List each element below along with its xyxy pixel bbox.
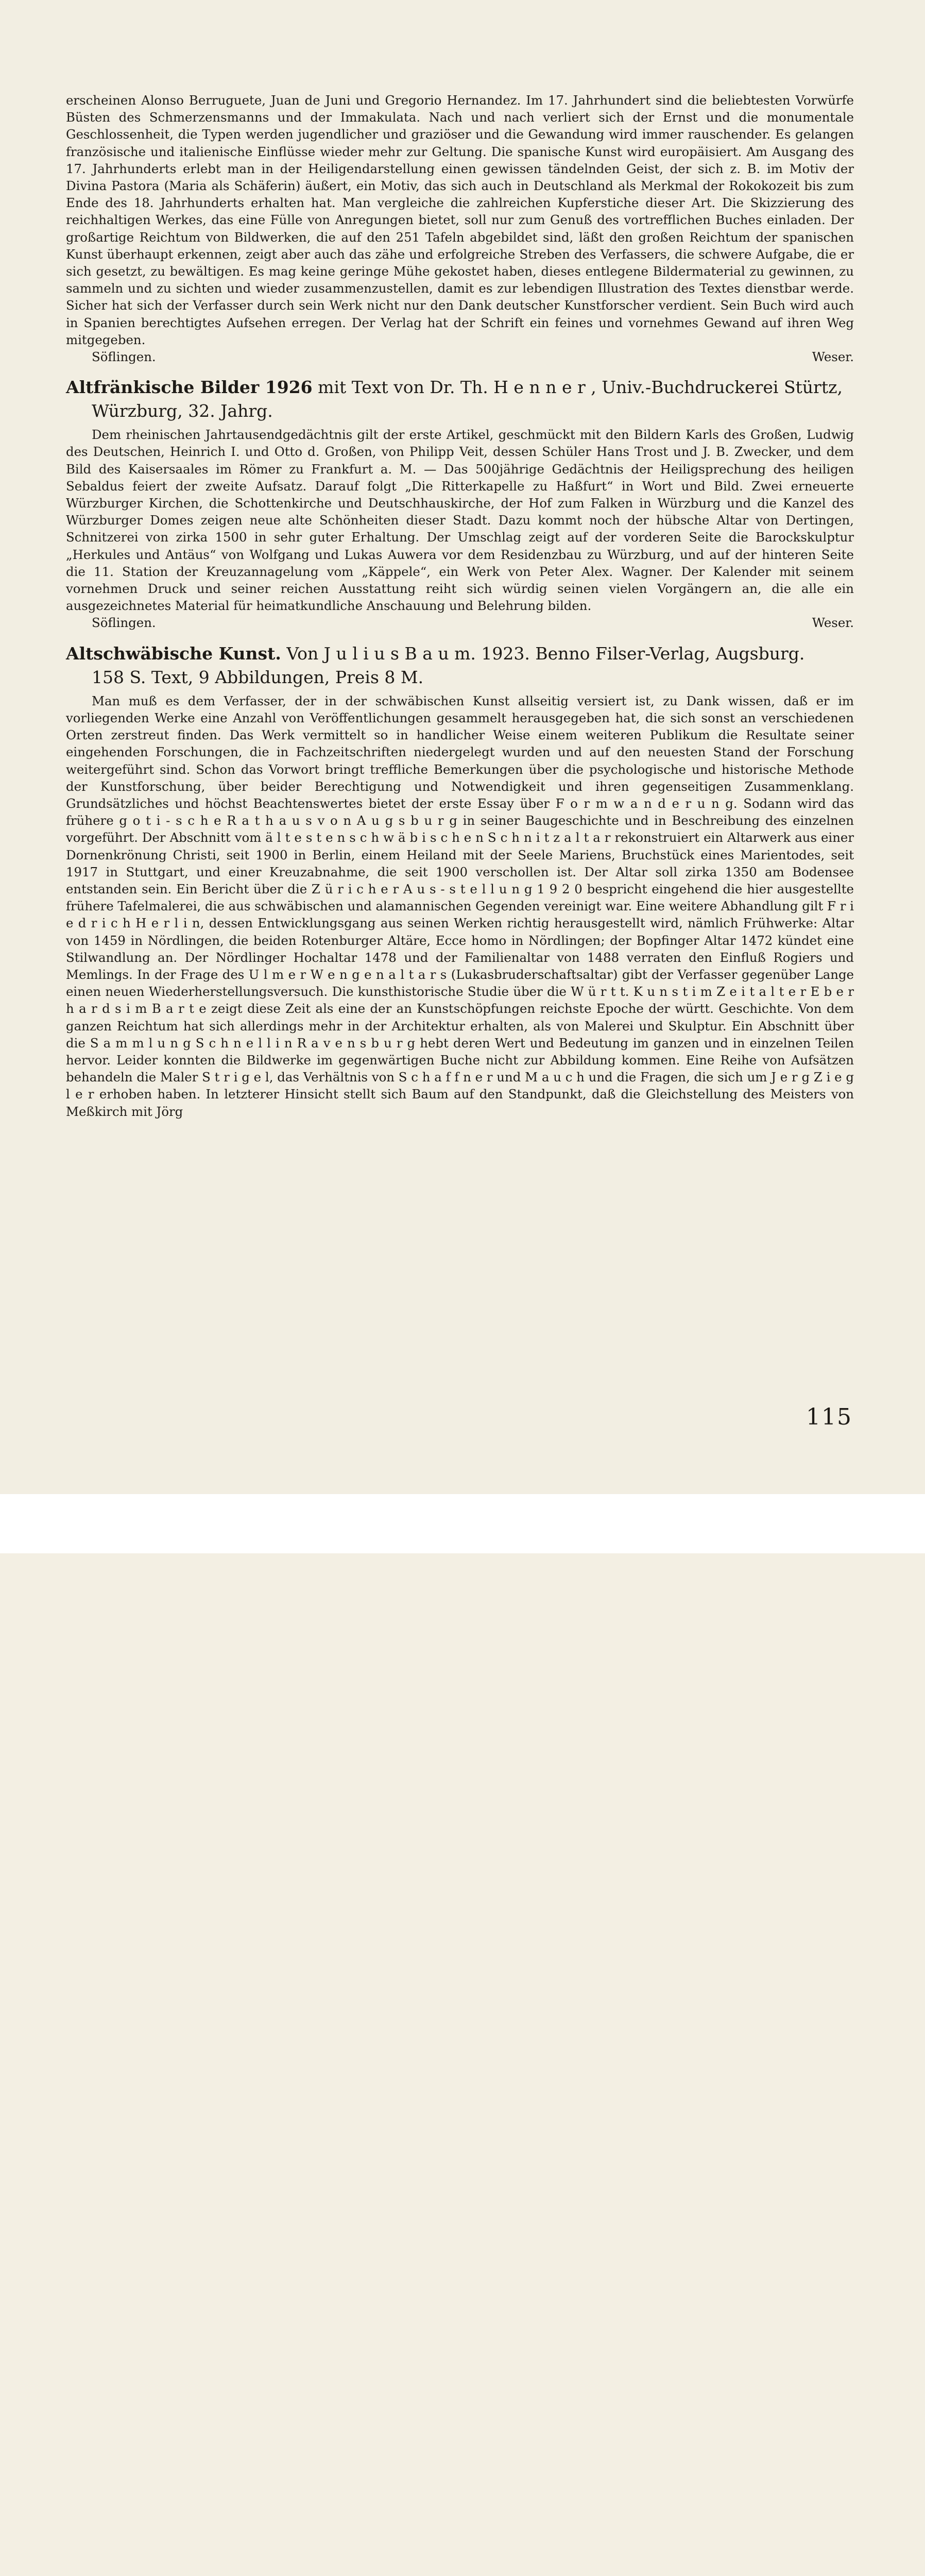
- review-title-details-line2: 158 S. Text, 9 Abbildungen, Preis 8 M.: [92, 667, 424, 687]
- footer-bar: [0, 1494, 925, 1553]
- page-number: 115: [806, 1404, 852, 1430]
- review-continuation-paragraph: erscheinen Alonso Berruguete, Juan de Juni und Gregorio Hernandez. Im 17. Jahrhundert sind die beliebtesten Vorwürfe Büsten des Schmerzensmanns und der Immakulata. Nach und nach verliert sich der Ernst und die monumentale Geschlossenheit, die Typen werden jugendlicher und graziöser und die Gewandung wird immer rauschender. Es gelangen französische und italienische Einflüsse wieder mehr zur Geltung. Die spanische Kunst wird europäisiert. Am Ausgang des 17. Jahrhunderts erlebt man in der Heiligendarstellung einen gewissen tändelnden Geist, der sich z. B. im Motiv der Divina Pastora (Maria als Schäferin) äußert, ein Motiv, das sich auch in Deutschland als Merkmal der Rokokozeit bis zum Ende des 18. Jahrhunderts erhalten hat. Man vergleiche die zahlreichen Kupferstiche dieser Art. Die Skizzierung des reichhaltigen Werkes, das eine Fülle von Anregungen bietet, soll nur zum Genuß des vortrefflichen Buches einladen. Der großartige Reichtum von Bildwerken, die auf den 251 Tafeln abgebildet sind, läßt den großen Reichtum der spanischen Kunst überhaupt erkennen, zeigt aber auch das zähe und erfolgreiche Streben des Verfassers, die schwere Aufgabe, die er sich gesetzt, zu bewältigen. Es mag keine geringe Mühe gekostet haben, dieses entlegene Bildermaterial zu gewinnen, zu sammeln und zu sichten und wieder zusammenzustellen, damit es zur lebendigen Illustration des Textes dienstbar werde. Sicher hat sich der Verfasser durch sein Werk nicht nur den Dank deutscher Kunstforscher verdient. Sein Buch wird auch in Spanien berechtigtes Aufsehen erregen. Der Verlag hat der Schrift ein feines und vornehmes Gewand auf ihren Weg mitgegeben.: [66, 93, 854, 347]
- review-title-details: mit Text von Dr. Th. H e n n e r , Univ.-Buchdruckerei Stürtz,: [312, 377, 843, 398]
- signature-author: Weser.: [812, 349, 854, 365]
- signature-place: Söflingen.: [92, 349, 156, 365]
- review-title: Altfränkische Bilder 1926: [66, 377, 313, 398]
- review-title-details: Von J u l i u s B a u m. 1923. Benno Filser-Verlag, Augsburg.: [281, 643, 805, 664]
- review-title-details-line2: Würzburg, 32. Jahrg.: [92, 401, 273, 421]
- review-heading: [66, 376, 854, 399]
- review-signature: [92, 348, 854, 365]
- signature-author: Weser.: [812, 615, 854, 631]
- review-paragraph: Man muß es dem Verfasser, der in der schwäbischen Kunst allseitig versiert ist, zu Dank wissen, daß er im vorliegenden Werke eine Anzahl von Veröffentlichungen gesammelt herausgegeben hat, die sich sonst an verschiedenen Orten zerstreut finden. Das Werk vermittelt so in handlicher Weise einem weiteren Publikum die Resultate seiner eingehenden Forschungen, die in Fachzeitschriften niedergelegt wurden und auf den neuesten Stand der Forschung weitergeführt sind. Schon das Vorwort bringt treffliche Bemerkungen über die psychologische und historische Methode der Kunstforschung, über beider Berechtigung und Notwendigkeit und ihren gegenseitigen Zusammenklang. Grundsätzliches und höchst Beachtenswertes bietet der erste Essay über F o r m w a n d e r u n g. Sodann wird das frühere g o t i - s c h e R a t h a u s v o n A u g s b u r g in seiner Baugeschichte und in Beschreibung des einzelnen vorgeführt. Der Abschnitt vom ä l t e s t e n s c h w ä b i s c h e n S c h n i t z a l t a r rekonstruiert ein Altarwerk aus einer Dornenkrönung Christi, seit 1900 in Berlin, einem Heiland mit der Seele Mariens, Bruchstück eines Marientodes, seit 1917 in Stuttgart, und einer Kreuzabnahme, die seit 1900 verschollen ist. Der Altar soll zirka 1350 am Bodensee entstanden sein. Ein Bericht über die Z ü r i c h e r A u s - s t e l l u n g 1 9 2 0 bespricht eingehend die hier ausgestellte frühere Tafelmalerei, die aus schwäbischen und alamannischen Gegenden vereinigt war. Eine weitere Abhandlung gilt F r i e d r i c h H e r l i n, dessen Entwicklungsgang aus seinen Werken richtig herausgestellt wird, nämlich Frühwerke: Altar von 1459 in Nördlingen, die beiden Rotenburger Altäre, Ecce homo in Nördlingen; der Bopfinger Altar 1472 kündet eine Stilwandlung an. Der Nördlinger Hochaltar 1478 und der Familienaltar von 1488 verraten den Einfluß Rogiers und Memlings. In der Frage des U l m e r W e n g e n a l t a r s (Lukasbruderschaftsaltar) gibt der Verfasser gegenüber Lange einen neuen Wiederherstellungsversuch. Die kunsthistorische Studie über die W ü r t t. K u n s t i m Z e i t a l t e r E b e r h a r d s i m B a r t e zeigt diese Zeit als eine der an Kunstschöpfungen reichste Epoche der württ. Geschichte. Von dem ganzen Reichtum hat sich allerdings mehr in der Architektur erhalten, als von Malerei und Skulptur. Ein Abschnitt über die S a m m l u n g S c h n e l l i n R a v e n s b u r g hebt deren Wert und Bedeutung im ganzen und in einzelnen Teilen hervor. Leider konnten die Bildwerke im gegenwärtigen Buche nicht zur Abbildung kommen. Eine Reihe von Aufsätzen behandeln die Maler S t r i g e l, das Verhältnis von S c h a f f n e r und M a u c h und die Fragen, die sich um J e r g Z i e g l e r erhoben haben. In letzterer Hinsicht stellt sich Baum auf den Standpunkt, daß die Gleichstellung des Meisters von Meßkirch mit Jörg: [66, 693, 854, 1119]
- page-body: [66, 92, 854, 1120]
- review-paragraph: Dem rheinischen Jahrtausendgedächtnis gilt der erste Artikel, geschmückt mit den Bildern Karls des Großen, Ludwig des Deutschen, Heinrich I. und Otto d. Großen, von Philipp Veit, dessen Schüler Hans Trost und J. B. Zwecker, und dem Bild des Kaisersaales im Römer zu Frankfurt a. M. — Das 500jährige Gedächtnis der Heiligsprechung des heiligen Sebaldus feiert der zweite Aufsatz. Darauf folgt „Die Ritterkapelle zu Haßfurt“ in Wort und Bild. Zwei erneuerte Würzburger Kirchen, die Schottenkirche und Deutschhauskirche, der Hof zum Falken in Würzburg und die Kanzel des Würzburger Domes zeigen neue alte Schönheiten dieser Stadt. Dazu kommt noch der hübsche Altar von Dertingen, Schnitzerei von zirka 1500 in sehr guter Erhaltung. Der Umschlag zeigt auf der vorderen Seite die Barockskulptur „Herkules und Antäus“ von Wolfgang und Lukas Auwera vor dem Residenzbau zu Würzburg, und auf der hinteren Seite die 11. Station der Kreuzannagelung vom „Käppele“, ein Werk von Peter Alex. Wagner. Der Kalender mit seinem vornehmen Druck und seiner reichen Ausstattung reiht sich würdig seinen vielen Vorgängern an, die alle ein ausgezeichnetes Material für heimatkundliche Anschauung und Belehrung bilden.: [66, 427, 854, 614]
- review-signature: [92, 614, 854, 631]
- review-title: Altschwäbische Kunst.: [66, 643, 281, 664]
- review-heading: [66, 642, 854, 666]
- signature-place: Söflingen.: [92, 615, 156, 631]
